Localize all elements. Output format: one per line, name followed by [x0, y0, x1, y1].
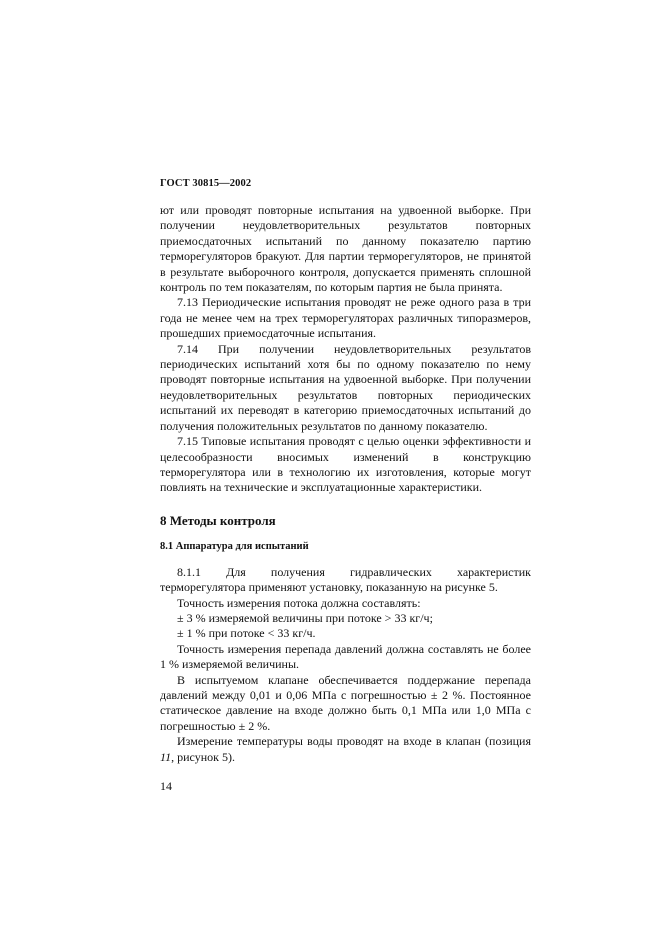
- section-title: 8 Методы контроля: [160, 512, 276, 528]
- paragraph-7-14: 7.14 При получении неудовлетворительных результатов периодических испытаний хотя бы по одному показателю по нему проводят повторные испытания на удвоенной выборке. При получении неудовлетворительных результатов повторных периодических испытаний их переводят в категорию приемосдаточных испытаний до получения положительных результатов по данному показателю.: [160, 341, 531, 433]
- page-number: 14: [160, 779, 172, 793]
- flow-accuracy-line-2: ± 1 % при потоке < 33 кг/ч.: [177, 626, 316, 641]
- continued-paragraph: ют или проводят повторные испытания на удвоенной выборке. При получении неудовлетворительных результатов повторных приемосдаточных испытаний по данному показателю партию терморегуляторов бракуют. Для партии терморегуляторов, не принятой в результате выборочного контроля, допускается применять сплошной контроль по тем показателям, по которым партия не была принята.: [160, 203, 531, 295]
- document-page: [160, 178, 531, 794]
- paragraph-7-15: 7.15 Типовые испытания проводят с целью оценки эффективности и целесообразности вносимых изменений в конструкцию терморегулятора или в технологию их изготовления, которые могут повлиять на технические и эксплуатационные характеристики.: [160, 434, 531, 495]
- pressure-accuracy: Точность измерения перепада давлений должна составлять не более 1 % измеряемой величины.: [160, 641, 531, 672]
- paragraph-8-1-1: 8.1.1 Для получения гидравлических характеристик терморегулятора применяют установку, показанную на рисунке 5.: [160, 564, 531, 595]
- standard-header: ГОСТ 30815—2002: [160, 178, 252, 189]
- temperature-text-after: , рисунок 5).: [171, 749, 235, 764]
- valve-pressure-text: В испытуемом клапане обеспечивается поддержание перепада давлений между 0,01 и 0,06 МПа с погрешностью ± 2 %. Постоянное статическое давление на входе должно быть 0,1 МПа или 1,0 МПа с погрешностью ± 2 %.: [160, 672, 531, 733]
- flow-accuracy-line-1: ± 3 % измеряемой величины при потоке > 33 кг/ч;: [177, 610, 433, 625]
- paragraph-7-13: 7.13 Периодические испытания проводят не реже одного раза в три года не менее чем на трех терморегуляторах различных типоразмеров, прошедших приемосдаточные испытания.: [160, 295, 531, 341]
- temperature-text: [160, 734, 531, 765]
- subsection-title: 8.1 Аппаратура для испытаний: [160, 540, 309, 552]
- position-number: 11: [160, 749, 172, 764]
- temperature-text-before: Измерение температуры воды проводят на входе в клапан (позиция: [177, 734, 531, 749]
- flow-accuracy-intro: Точность измерения потока должна составлять:: [177, 595, 421, 610]
